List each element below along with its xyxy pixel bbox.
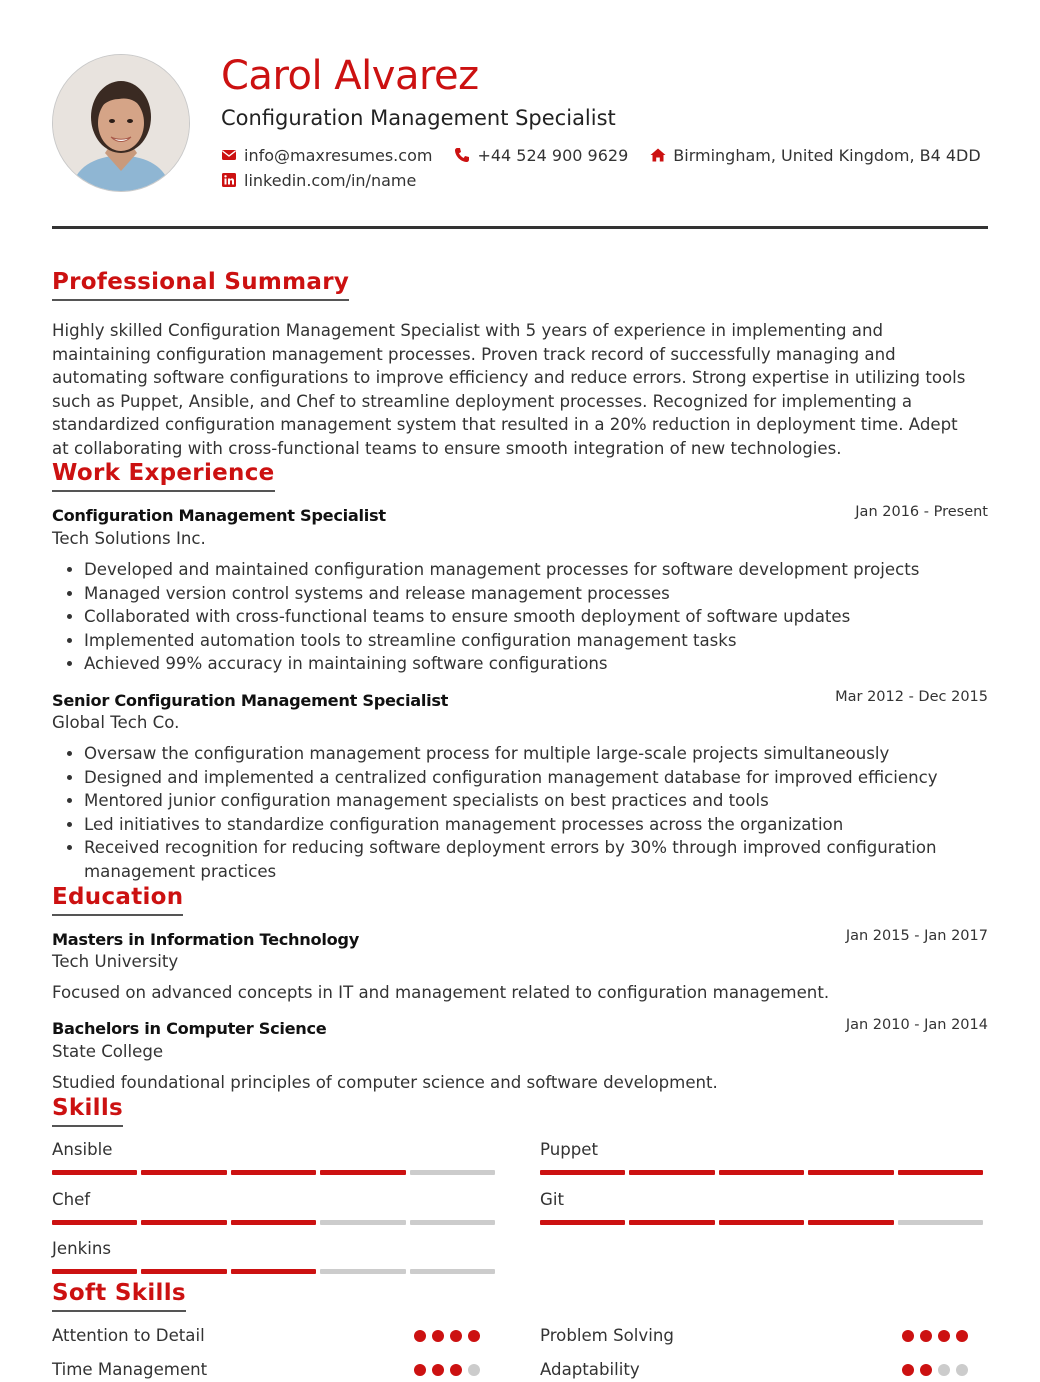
rating-dot: [920, 1364, 932, 1376]
rating-dot: [938, 1330, 950, 1342]
home-icon: [650, 147, 666, 163]
linkedin-contact[interactable]: [221, 171, 416, 190]
soft-skills-heading: Soft Skills: [52, 1279, 186, 1312]
job-company: Global Tech Co.: [52, 713, 180, 732]
skill-level-segment: [410, 1170, 495, 1175]
job-bullet: • Led initiatives to standardize configuration management processes across the organization: [84, 813, 964, 837]
soft-skill-rating: [408, 1364, 480, 1376]
job-bullet: • Implemented automation tools to streamline configuration management tasks: [84, 629, 964, 653]
rating-dot: [956, 1330, 968, 1342]
rating-dot: [450, 1330, 462, 1342]
rating-dot: [468, 1330, 480, 1342]
skill-level-segment: [410, 1220, 495, 1225]
skill-level-segment: [898, 1170, 983, 1175]
skill-level-segment: [898, 1220, 983, 1225]
experience-heading: Work Experience: [52, 459, 275, 492]
soft-skill-rating: [896, 1330, 968, 1342]
education-heading: Education: [52, 883, 183, 916]
skill-level-segment: [719, 1220, 804, 1225]
job-bullets: [52, 558, 964, 676]
rating-dot: [414, 1364, 426, 1376]
skill-level-segment: [141, 1220, 226, 1225]
skill-name: Chef: [52, 1190, 91, 1209]
skill-level-bar: [52, 1220, 499, 1225]
skill-level-segment: [320, 1170, 405, 1175]
rating-dot: [956, 1364, 968, 1376]
contact-row: [221, 144, 981, 166]
skill-name: Jenkins: [52, 1239, 112, 1258]
contact-info: [221, 144, 981, 194]
skill-level-segment: [52, 1170, 137, 1175]
skill-level-segment: [410, 1269, 495, 1274]
envelope-icon: [221, 147, 237, 163]
skill-level-segment: [320, 1269, 405, 1274]
rating-dot: [432, 1330, 444, 1342]
skill-name: Ansible: [52, 1140, 113, 1159]
job-bullet: • Mentored junior configuration management specialists on best practices and tools: [84, 789, 964, 813]
rating-dot: [938, 1364, 950, 1376]
skill-level-segment: [320, 1220, 405, 1225]
degree-title: Bachelors in Computer Science: [52, 1019, 327, 1038]
phone-contact[interactable]: [454, 146, 628, 165]
job-bullet: • Received recognition for reducing software deployment errors by 30% through improved configuration management practices: [84, 836, 964, 883]
job-bullet: • Oversaw the configuration management process for multiple large-scale projects simultaneously: [84, 742, 964, 766]
soft-skill-rating: [896, 1364, 968, 1376]
rating-dot: [450, 1364, 462, 1376]
address-contact: [650, 146, 980, 165]
skill-level-bar: [52, 1269, 499, 1274]
address-text: Birmingham, United Kingdom, B4 4DD: [673, 145, 981, 165]
skill-level-segment: [629, 1170, 714, 1175]
skills-heading: Skills: [52, 1094, 123, 1127]
soft-skill-item: [52, 1358, 480, 1382]
skill-item: [540, 1188, 987, 1225]
avatar: [52, 54, 190, 192]
job-title: Configuration Management Specialist: [52, 506, 386, 525]
job-company: Tech Solutions Inc.: [52, 529, 206, 548]
skill-name: Git: [540, 1190, 564, 1209]
linkedin-icon: [221, 172, 237, 188]
job-bullet: • Designed and implemented a centralized configuration management database for improved efficiency: [84, 766, 964, 790]
soft-skill-item: [52, 1324, 480, 1348]
soft-skill-item: [540, 1324, 968, 1348]
candidate-title: Configuration Management Specialist: [221, 106, 616, 130]
skill-level-segment: [808, 1170, 893, 1175]
job-bullet: • Managed version control systems and release management processes: [84, 582, 964, 606]
job-title: Senior Configuration Management Specialist: [52, 691, 449, 710]
skill-item: [52, 1237, 499, 1274]
skill-item: [52, 1188, 499, 1225]
rating-dot: [432, 1364, 444, 1376]
education-description: Studied foundational principles of computer science and software development.: [52, 1073, 718, 1092]
soft-skill-rating: [408, 1330, 480, 1342]
summary-text: Highly skilled Configuration Management Specialist with 5 years of experience in implementing and maintaining configuration management processes. Proven track record of successfully managing and automating software configurations to improve efficiency and reduce errors. Strong expertise in utilizing tools such as Puppet, Ansible, and Chef to streamline deployment processes. Recognized for implementing a standardized configuration management system that resulted in a 20% reduction in deployment time. Adept at collaborating with cross-functional teams to ensure smooth integration of new technologies.: [52, 321, 966, 458]
skill-level-segment: [540, 1220, 625, 1225]
resume-page: [52, 0, 988, 1379]
rating-dot: [902, 1330, 914, 1342]
rating-dot: [414, 1330, 426, 1342]
skill-name: Puppet: [540, 1140, 599, 1159]
skill-level-bar: [540, 1170, 987, 1175]
candidate-name: Carol Alvarez: [221, 53, 479, 99]
skill-level-segment: [52, 1220, 137, 1225]
degree-title: Masters in Information Technology: [52, 930, 359, 949]
job-dates: Mar 2012 - Dec 2015: [835, 689, 988, 705]
job-bullet: • Collaborated with cross-functional teams to ensure smooth deployment of software updates: [84, 605, 964, 629]
skill-item: [52, 1138, 499, 1175]
skill-level-bar: [52, 1170, 499, 1175]
phone-text: +44 524 900 9629: [477, 145, 629, 165]
header-divider: [52, 226, 988, 229]
skill-level-segment: [141, 1269, 226, 1274]
resume-header: [52, 0, 988, 229]
school-name: Tech University: [52, 952, 179, 971]
soft-skill-name: Attention to Detail: [52, 1326, 205, 1345]
skill-item: [540, 1138, 987, 1175]
school-name: State College: [52, 1042, 164, 1061]
email-text: info@maxresumes.com: [244, 145, 433, 165]
skill-level-segment: [808, 1220, 893, 1225]
skill-level-segment: [231, 1170, 316, 1175]
rating-dot: [920, 1330, 932, 1342]
education-dates: Jan 2010 - Jan 2014: [845, 1017, 988, 1033]
soft-skill-name: Problem Solving: [540, 1326, 674, 1345]
skill-level-segment: [719, 1170, 804, 1175]
job-bullet: • Achieved 99% accuracy in maintaining software configurations: [84, 652, 964, 676]
rating-dot: [468, 1364, 480, 1376]
skill-level-segment: [540, 1170, 625, 1175]
soft-skill-name: Adaptability: [540, 1360, 640, 1379]
phone-icon: [454, 147, 470, 163]
skill-level-segment: [141, 1170, 226, 1175]
skill-level-segment: [231, 1220, 316, 1225]
job-bullets: [52, 742, 964, 884]
soft-skill-name: Time Management: [52, 1360, 208, 1379]
job-bullet: • Developed and maintained configuration management processes for software development projects: [84, 558, 964, 582]
linkedin-text: linkedin.com/in/name: [244, 170, 417, 190]
skill-level-segment: [629, 1220, 714, 1225]
skill-level-segment: [52, 1269, 137, 1274]
skill-level-segment: [231, 1269, 316, 1274]
skill-level-bar: [540, 1220, 987, 1225]
summary-heading: Professional Summary: [52, 268, 349, 301]
rating-dot: [902, 1364, 914, 1376]
education-dates: Jan 2015 - Jan 2017: [845, 928, 988, 944]
job-dates: Jan 2016 - Present: [855, 504, 988, 520]
email-contact[interactable]: [221, 146, 432, 165]
contact-row: [221, 169, 981, 191]
soft-skill-item: [540, 1358, 968, 1382]
education-description: Focused on advanced concepts in IT and management related to configuration management.: [52, 983, 830, 1002]
